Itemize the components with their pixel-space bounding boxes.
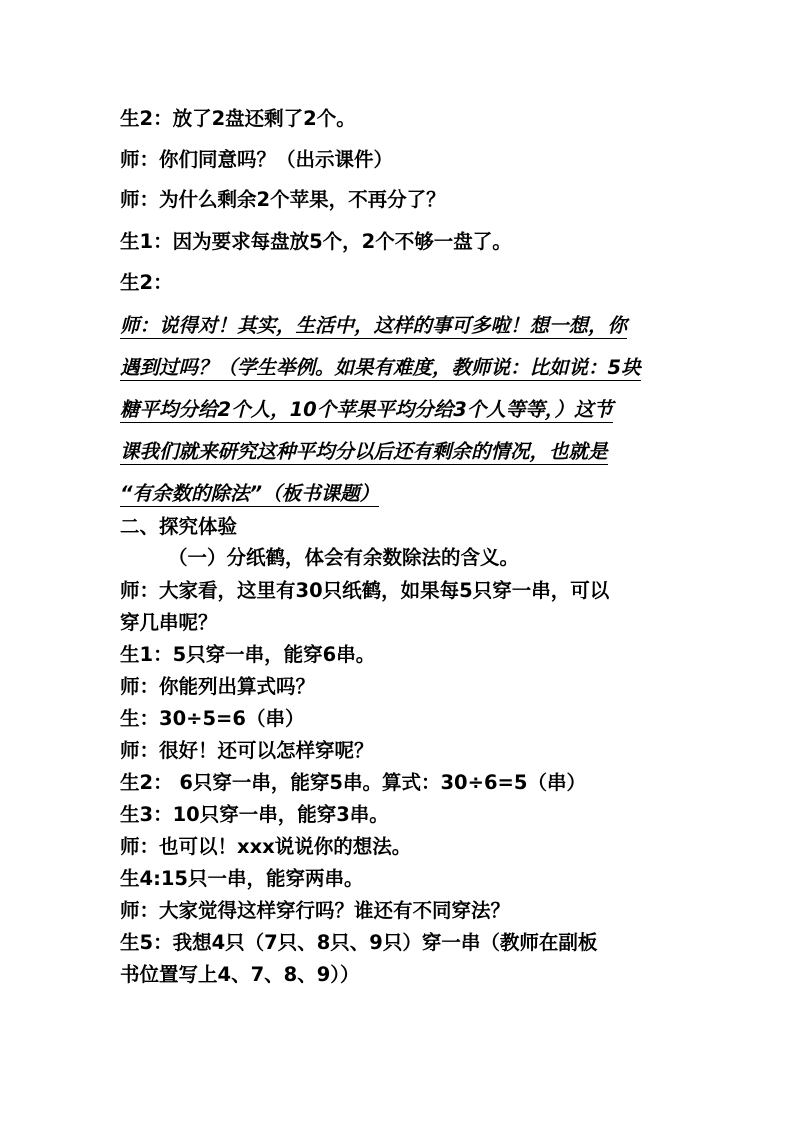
paragraph-line: “有余数的除法”（板书课题） bbox=[120, 482, 380, 505]
dialogue-line: 书位置写上4、7、8、9）） bbox=[120, 963, 360, 986]
paragraph-line: 遇到过吗？（学生举例。如果有难度，教师说：比如说：5块 bbox=[120, 356, 641, 379]
section-heading: 二、探究体验 bbox=[120, 515, 238, 538]
dialogue-line: 师：为什么剩余2个苹果，不再分了？ bbox=[120, 188, 446, 211]
dialogue-line: 师：你能列出算式吗？ bbox=[120, 675, 316, 698]
paragraph-line: 课我们就来研究这种平均分以后还有剩余的情况，也就是 bbox=[120, 440, 608, 463]
dialogue-line: 师：很好！还可以怎样穿呢？ bbox=[120, 739, 374, 762]
paragraph-line: 糖平均分给2个人，10个苹果平均分给3个人等等，）这节 bbox=[120, 398, 614, 421]
dialogue-line: 穿几串呢？ bbox=[120, 611, 218, 634]
dialogue-line: 生4:15只一串，能穿两串。 bbox=[120, 867, 364, 890]
dialogue-line: 师：大家觉得这样穿行吗？谁还有不同穿法？ bbox=[120, 899, 511, 922]
dialogue-line: 师：也可以！xxx说说你的想法。 bbox=[120, 835, 412, 858]
subsection-heading: （一）分纸鹤，体会有余数除法的含义。 bbox=[168, 546, 520, 569]
dialogue-line: 师：你们同意吗？（出示课件） bbox=[120, 148, 394, 171]
dialogue-line: 生1：因为要求每盘放5个，2个不够一盘了。 bbox=[120, 230, 512, 253]
dialogue-line: 生2：放了2盘还剩了2个。 bbox=[120, 107, 356, 130]
dialogue-line: 生2： 6只穿一串，能穿5串。算式：30÷6=5（串） bbox=[120, 771, 586, 794]
dialogue-line: 生：30÷5=6（串） bbox=[120, 707, 305, 730]
dialogue-line: 生3：10只穿一串，能穿3串。 bbox=[120, 803, 389, 826]
dialogue-line: 生5：我想4只（7只、8只、9只）穿一串（教师在副板 bbox=[120, 931, 598, 954]
paragraph-line: 师：说得对！其实，生活中，这样的事可多啦！想一想，你 bbox=[120, 314, 628, 337]
dialogue-line: 生1：5只穿一串，能穿6串。 bbox=[120, 643, 376, 666]
dialogue-line: 生2： bbox=[120, 271, 173, 294]
dialogue-line: 师：大家看，这里有30只纸鹤，如果每5只穿一串，可以 bbox=[120, 579, 610, 602]
